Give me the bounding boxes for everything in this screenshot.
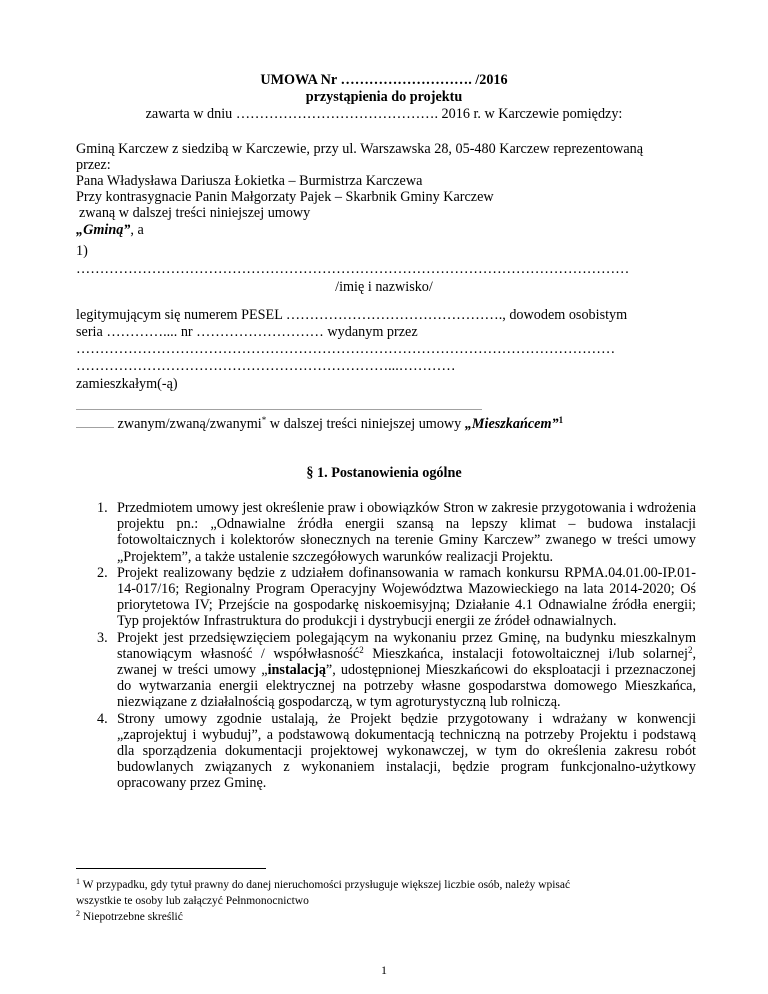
page-number: 1 [381,963,387,977]
item-number: 2. [97,564,108,581]
footnote-mark: 1 [76,877,80,886]
item-text-b: Mieszkańca, instalacji fotowoltaicznej i/lub solarnej [363,645,688,662]
item-number: 1) [76,243,88,259]
item-text: Strony umowy zgodnie ustalają, że Projekt będzie przygotowany i wdrażany w konwencji „zaprojektuj i wybuduj”, a podstawową dokumentacją techniczną na potrzeby Projektu i podstawą dla sporządzenia dokumentacji projektowej wykonawczej, w tym do określenia zakresu robót budowlanych związanych z wykonaniem instalacji, będzie program funkcjonalno-użytkowy opracowany przez Gminę. [117,710,696,792]
contract-title: UMOWA Nr ………………………. /2016 [260,72,508,88]
item-text-a: Projekt jest przedsięwzięciem polegającym na wykonaniu przez Gminę, na budynku mieszkalnym stanowiącym własność / współwłasność [117,629,696,662]
gmina-name-line [76,222,144,238]
footnote-ref-2: 2 [359,644,364,655]
list-item [76,630,696,711]
footnote-separator [76,868,266,869]
gmina-line-1: Gminą Karczew z siedzibą w Karczewie, przy ul. Warszawska 28, 05-480 Karczew reprezentowaną [76,141,644,157]
resident-called: zwanym/zwaną/zwanymi [114,416,262,432]
gmina-name: „Gminą” [76,222,131,238]
concluded-line: zawarta w dniu ……………………………………. 2016 r. w Karczewie pomiędzy: [145,106,623,122]
resident-called-line [76,416,563,434]
issuer-dots-1: …………………………………………………………………………………………………… [76,341,616,357]
footnote-1-cont: wszystkie te osoby lub załączyć Pełnmonocnictwo [76,895,309,907]
list-item [76,500,696,565]
asterisk-mark: * [261,415,267,425]
item-number: 4. [97,710,108,727]
footnote-text: W przypadku, gdy tytuł prawny do danej nieruchomości przysługuje większej liczbie osób, należy wpisać [80,879,571,891]
list-item [76,711,696,792]
footnote-2 [76,910,696,925]
footnote-mark: 2 [76,909,80,918]
name-dots: ……………………………………………………………………………………………………… [76,261,630,277]
list-item [76,565,696,630]
gmina-suffix: , a [130,222,144,238]
id-series-line: seria ………….... nr ……………………… wydanym przez [76,324,418,340]
item-number: 1. [97,500,108,516]
item-text-d: ”, udostępnionej Mieszkańcowi do eksploatacji i przeznaczonej do wytwarzania energii elektrycznej na potrzeby własne gospodarstwa domowego Mieszkańca, niezwiązane z działalnością gospodarczą, w tym agroturystyczną lub rolniczą. [117,662,696,711]
footnote-text: Niepotrzebne skreślić [80,911,183,923]
address-dots: ........................................................................................................................................................................................................... [76,403,482,412]
footnote-1 [76,878,696,893]
footnote-ref-1: 1 [558,415,564,425]
issuer-dots-2: …………………………………………………………...………… [76,358,456,374]
footnote-ref-2: 2 [687,644,693,655]
residing-label: zamieszkałym(-ą) [76,376,178,392]
treasurer-line: Przy kontrasygnacie Panin Małgorzaty Pajek – Skarbnik Gminy Karczew [76,189,494,205]
contract-subtitle: przystąpienia do projektu [305,89,463,105]
item-text-c: , zwanej w treści umowy „ [117,645,696,679]
resident-rest: w dalszej treści niniejszej umowy [266,416,465,432]
item-text: Projekt realizowany będzie z udziałem dofinansowania w ramach konkursu RPMA.04.01.00-IP.01-14-017/16; Regionalny Program Operacyjny Województwa Mazowieckiego na lata 2014-2020; Oś priorytetowa IV; Przejście na gospodarkę niskoemisyjną; Działanie 4.1 Odnawialne źródła energii; Typ projektów Infrastruktura do produkcji i dystrybucji energii ze źródeł odnawialnych. [117,564,696,630]
gmina-called-line: zwaną w dalszej treści niniejszej umowy [79,205,311,221]
name-label: /imię i nazwisko/ [335,279,433,295]
mayor-line: Pana Władysława Dariusza Łokietka – Burmistrza Karczewa [76,173,423,189]
item-number: 3. [97,629,108,646]
pesel-line: legitymującym się numerem PESEL ………………………………………., dowodem osobistym [76,307,628,323]
installation-term: instalacją [267,662,326,679]
section-heading: § 1. Postanowienia ogólne [306,465,462,481]
address-dots-start: ................... [76,421,114,430]
section-1-list [76,500,696,792]
resident-name: „Mieszkańcem” [464,416,559,432]
item-text: Przedmiotem umowy jest określenie praw i obowiązków Stron w zakresie przygotowania i wdrożenia projektu pn.: „Odnawialne źródła energii szansą na lepszy klimat – budowa instalacji fotowoltaicznych i kolektorów słonecznych na terenie Gminy Karczew” zwanego w treści umowy „Projektem”, a także ustalenie szczegółowych warunków realizacji Projektu. [117,500,696,565]
gmina-line-2: przez: [76,157,111,173]
